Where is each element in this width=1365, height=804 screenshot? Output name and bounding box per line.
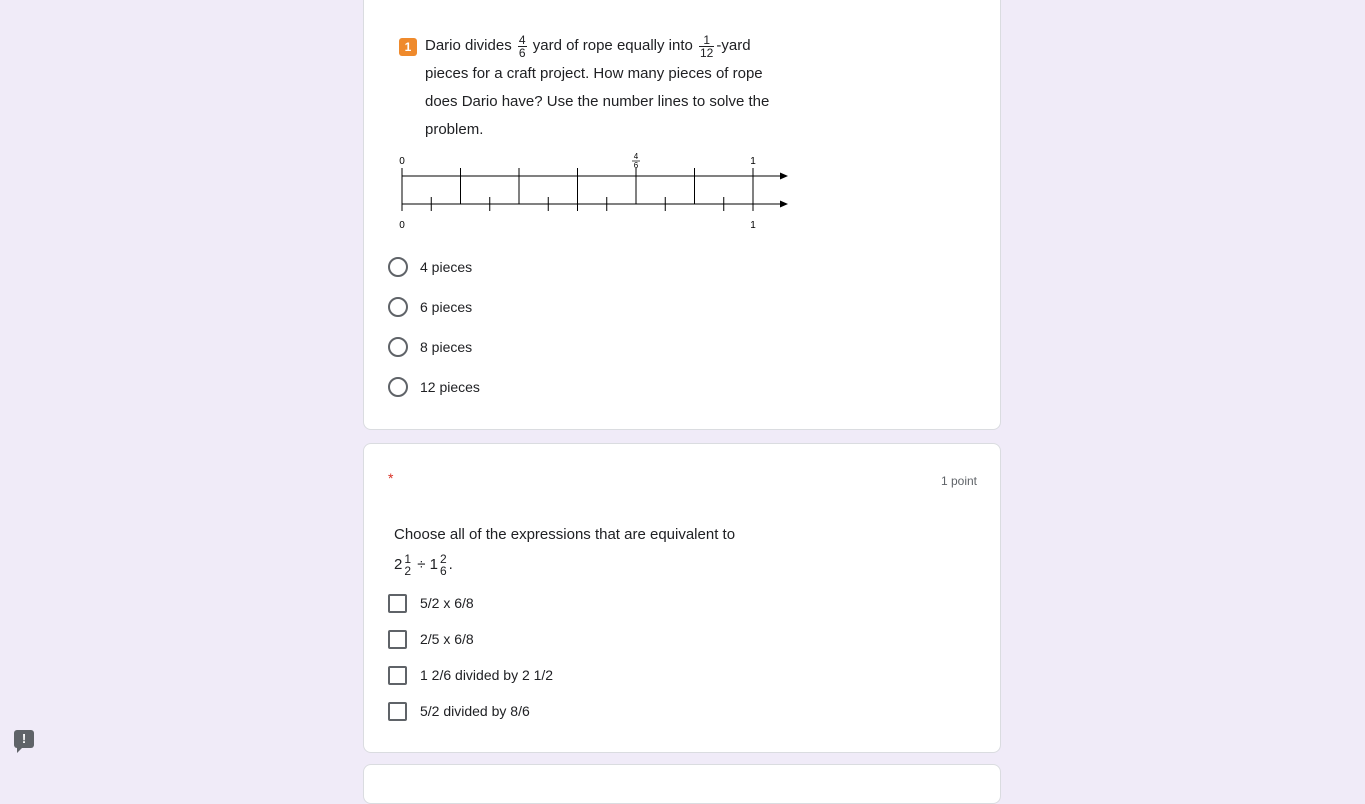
option-label: 2/5 x 6/8 [420, 631, 474, 647]
radio-button[interactable] [388, 257, 408, 277]
bottom-line-arrowhead [780, 201, 788, 208]
fraction-numerator: 4 [518, 32, 526, 47]
question-1-text-suffix: -yard [716, 37, 751, 54]
report-feedback-icon[interactable]: ! [14, 730, 34, 748]
top-line-arrowhead [780, 173, 788, 180]
top-label-four-sixths-num: 4 [633, 153, 639, 161]
option-label: 12 pieces [420, 379, 480, 395]
option-label: 5/2 x 6/8 [420, 595, 474, 611]
bottom-label-one: 1 [750, 220, 756, 231]
option-label: 6 pieces [420, 299, 473, 315]
question-1-text-line-4: problem. [425, 121, 484, 138]
question-1-text-prefix: Dario divides [425, 37, 516, 54]
top-label-zero: 0 [399, 156, 405, 167]
option-label: 4 pieces [420, 259, 473, 275]
option-8-pieces[interactable] [388, 335, 472, 359]
number-line-diagram [394, 153, 794, 233]
fraction-numerator: 1 [699, 34, 714, 47]
question-1-text-line-1 [425, 32, 751, 60]
option-4-pieces[interactable] [388, 255, 472, 279]
radio-button[interactable] [388, 297, 408, 317]
checkbox[interactable] [388, 630, 407, 649]
checkbox-option-3[interactable] [388, 663, 553, 687]
top-label-four-sixths-den: 6 [633, 161, 639, 170]
question-2-text-line-1: Choose all of the expressions that are equivalent to [394, 526, 736, 543]
fraction-denominator: 6 [439, 564, 447, 579]
bottom-label-zero: 0 [399, 220, 405, 231]
question-card-2 [363, 443, 1001, 753]
division-operator: ÷ [413, 556, 430, 573]
fraction-denominator: 6 [518, 45, 526, 60]
fraction-one-twelfth [699, 34, 714, 59]
checkbox-option-4[interactable] [388, 699, 530, 723]
checkbox[interactable] [388, 594, 407, 613]
fraction-numerator: 1 [404, 552, 412, 567]
top-label-one: 1 [750, 156, 756, 167]
fraction-one-half [403, 553, 412, 577]
expr-whole-2: 1 [429, 556, 438, 573]
option-label: 5/2 divided by 8/6 [420, 703, 530, 719]
question-2-expression [394, 550, 453, 580]
radio-button[interactable] [388, 377, 408, 397]
fraction-numerator: 2 [439, 552, 447, 567]
question-card-1 [363, 0, 1001, 430]
checkbox-option-1[interactable] [388, 591, 474, 615]
checkbox-option-2[interactable] [388, 627, 474, 651]
checkbox[interactable] [388, 702, 407, 721]
expr-whole-1: 2 [394, 556, 403, 573]
option-6-pieces[interactable] [388, 295, 472, 319]
required-asterisk: * [388, 470, 394, 486]
expr-period: . [448, 556, 453, 573]
option-12-pieces[interactable] [388, 375, 480, 399]
question-card-3 [363, 764, 1001, 804]
question-number-badge: 1 [399, 38, 417, 56]
radio-button[interactable] [388, 337, 408, 357]
question-1-text-line-2: pieces for a craft project. How many pieces of rope [425, 65, 763, 82]
option-label: 1 2/6 divided by 2 1/2 [420, 667, 554, 683]
points-label: 1 point [940, 474, 977, 488]
top-line-ticks [402, 168, 753, 204]
option-label: 8 pieces [420, 339, 473, 355]
question-1-text-mid: yard of rope equally into [528, 37, 697, 54]
fraction-denominator: 12 [700, 45, 714, 60]
checkbox[interactable] [388, 666, 407, 685]
fraction-four-sixths [518, 34, 527, 59]
fraction-two-sixths [439, 553, 448, 577]
question-1-text-line-3: does Dario have? Use the number lines to solve the [425, 93, 770, 110]
fraction-denominator: 2 [404, 564, 412, 579]
